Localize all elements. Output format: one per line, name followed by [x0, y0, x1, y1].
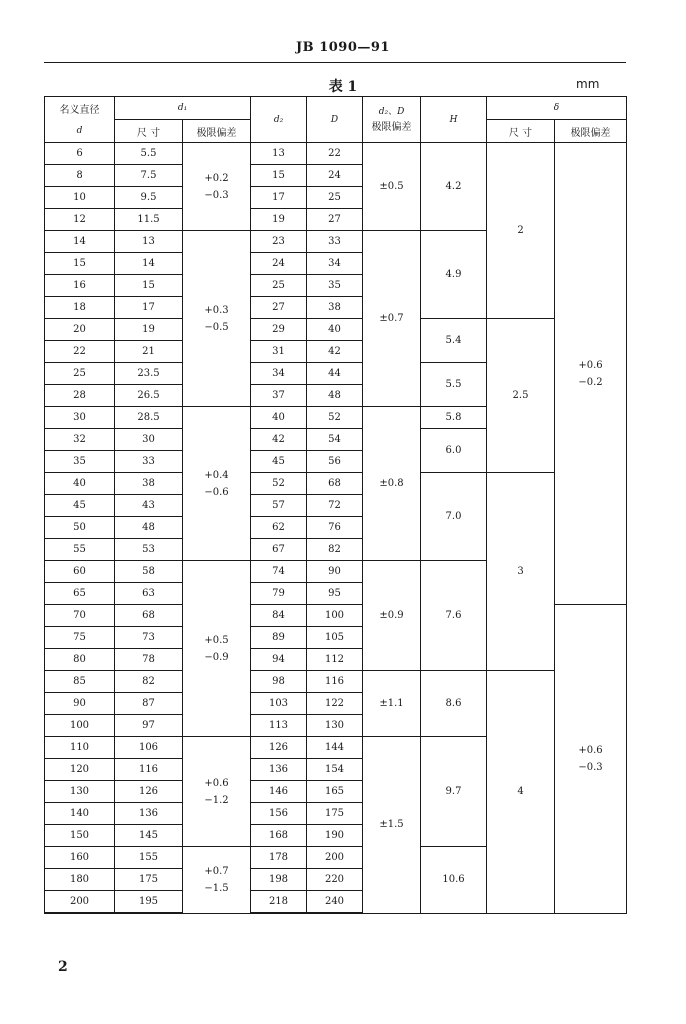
header-d1-tolerance: 极限偏差 — [183, 120, 251, 143]
H-cell: 7.0 — [421, 473, 487, 561]
cell-d2: 45 — [251, 451, 307, 473]
H-cell: 9.7 — [421, 737, 487, 847]
cell-d1: 145 — [115, 825, 183, 847]
cell-d1: 73 — [115, 627, 183, 649]
cell-d1: 23.5 — [115, 363, 183, 385]
delta-size-cell: 4 — [487, 671, 555, 914]
cell-D: 100 — [307, 605, 363, 627]
cell-D: 44 — [307, 363, 363, 385]
cell-d1: 48 — [115, 517, 183, 539]
cell-d2: 42 — [251, 429, 307, 451]
cell-d2: 98 — [251, 671, 307, 693]
cell-d2: 27 — [251, 297, 307, 319]
cell-D: 240 — [307, 891, 363, 914]
cell-d: 100 — [45, 715, 115, 737]
cell-d: 130 — [45, 781, 115, 803]
cell-d1: 7.5 — [115, 165, 183, 187]
header-d1-size: 尺 寸 — [115, 120, 183, 143]
cell-D: 54 — [307, 429, 363, 451]
cell-D: 220 — [307, 869, 363, 891]
H-cell: 6.0 — [421, 429, 487, 473]
cell-D: 95 — [307, 583, 363, 605]
cell-D: 200 — [307, 847, 363, 869]
cell-d2: 94 — [251, 649, 307, 671]
cell-d1: 11.5 — [115, 209, 183, 231]
cell-d: 80 — [45, 649, 115, 671]
d2D-tolerance-cell: ±1.5 — [363, 737, 421, 914]
cell-d1: 68 — [115, 605, 183, 627]
cell-d: 35 — [45, 451, 115, 473]
cell-D: 52 — [307, 407, 363, 429]
cell-d1: 175 — [115, 869, 183, 891]
H-cell: 5.8 — [421, 407, 487, 429]
cell-D: 76 — [307, 517, 363, 539]
cell-d: 50 — [45, 517, 115, 539]
H-cell: 7.6 — [421, 561, 487, 671]
H-cell: 5.5 — [421, 363, 487, 407]
cell-d1: 97 — [115, 715, 183, 737]
cell-d: 32 — [45, 429, 115, 451]
cell-d: 200 — [45, 891, 115, 914]
cell-d: 110 — [45, 737, 115, 759]
cell-d2: 136 — [251, 759, 307, 781]
cell-d2: 37 — [251, 385, 307, 407]
cell-d1: 15 — [115, 275, 183, 297]
cell-d: 30 — [45, 407, 115, 429]
cell-D: 24 — [307, 165, 363, 187]
dimension-table — [44, 96, 627, 914]
H-cell: 5.4 — [421, 319, 487, 363]
cell-d1: 26.5 — [115, 385, 183, 407]
cell-d1: 63 — [115, 583, 183, 605]
cell-d2: 25 — [251, 275, 307, 297]
cell-d1: 58 — [115, 561, 183, 583]
cell-D: 122 — [307, 693, 363, 715]
cell-d2: 29 — [251, 319, 307, 341]
cell-d: 150 — [45, 825, 115, 847]
cell-d: 65 — [45, 583, 115, 605]
cell-d: 15 — [45, 253, 115, 275]
standard-code: JB 1090—91 — [296, 40, 390, 55]
cell-d: 40 — [45, 473, 115, 495]
cell-d: 70 — [45, 605, 115, 627]
cell-d1: 19 — [115, 319, 183, 341]
table-row — [45, 143, 627, 165]
cell-d: 55 — [45, 539, 115, 561]
cell-D: 82 — [307, 539, 363, 561]
cell-d1: 78 — [115, 649, 183, 671]
cell-d: 45 — [45, 495, 115, 517]
cell-d2: 198 — [251, 869, 307, 891]
cell-D: 105 — [307, 627, 363, 649]
header-H: H — [421, 97, 487, 143]
H-cell: 4.9 — [421, 231, 487, 319]
d1-tolerance-cell: +0.6 −1.2 — [183, 737, 251, 847]
cell-D: 35 — [307, 275, 363, 297]
cell-d1: 9.5 — [115, 187, 183, 209]
cell-d: 8 — [45, 165, 115, 187]
cell-D: 68 — [307, 473, 363, 495]
table-row — [45, 473, 627, 495]
cell-d: 180 — [45, 869, 115, 891]
H-cell: 4.2 — [421, 143, 487, 231]
header-d2-D-tolerance: d₂、D 极限偏差 — [363, 97, 421, 143]
cell-d: 75 — [45, 627, 115, 649]
d1-tolerance-cell: +0.5 −0.9 — [183, 561, 251, 737]
d1-tolerance-cell: +0.4 −0.6 — [183, 407, 251, 561]
cell-d: 20 — [45, 319, 115, 341]
cell-D: 175 — [307, 803, 363, 825]
cell-d: 160 — [45, 847, 115, 869]
cell-d1: 14 — [115, 253, 183, 275]
delta-tolerance-cell: +0.6 −0.2 — [555, 143, 627, 605]
table-row — [45, 319, 627, 341]
cell-d2: 126 — [251, 737, 307, 759]
cell-D: 38 — [307, 297, 363, 319]
cell-d2: 24 — [251, 253, 307, 275]
cell-D: 33 — [307, 231, 363, 253]
cell-d: 25 — [45, 363, 115, 385]
d2D-tolerance-cell: ±0.5 — [363, 143, 421, 231]
cell-d2: 79 — [251, 583, 307, 605]
cell-d2: 17 — [251, 187, 307, 209]
cell-d1: 5.5 — [115, 143, 183, 165]
cell-d: 90 — [45, 693, 115, 715]
header-d-symbol: d — [45, 120, 115, 143]
H-cell: 10.6 — [421, 847, 487, 914]
cell-D: 22 — [307, 143, 363, 165]
cell-d2: 15 — [251, 165, 307, 187]
cell-d: 28 — [45, 385, 115, 407]
cell-d: 14 — [45, 231, 115, 253]
cell-d1: 43 — [115, 495, 183, 517]
d2D-tolerance-cell: ±0.9 — [363, 561, 421, 671]
delta-size-cell: 3 — [487, 473, 555, 671]
H-cell: 8.6 — [421, 671, 487, 737]
d1-tolerance-cell: +0.3 −0.5 — [183, 231, 251, 407]
header-rule — [44, 62, 626, 63]
cell-d2: 156 — [251, 803, 307, 825]
cell-D: 34 — [307, 253, 363, 275]
cell-d2: 103 — [251, 693, 307, 715]
cell-d: 6 — [45, 143, 115, 165]
cell-d2: 84 — [251, 605, 307, 627]
table-row — [45, 671, 627, 693]
cell-d2: 67 — [251, 539, 307, 561]
cell-d: 12 — [45, 209, 115, 231]
cell-d2: 23 — [251, 231, 307, 253]
cell-D: 42 — [307, 341, 363, 363]
cell-d2: 113 — [251, 715, 307, 737]
cell-d2: 31 — [251, 341, 307, 363]
header-delta-size: 尺 寸 — [487, 120, 555, 143]
cell-d2: 19 — [251, 209, 307, 231]
cell-D: 130 — [307, 715, 363, 737]
cell-d2: 178 — [251, 847, 307, 869]
cell-d2: 89 — [251, 627, 307, 649]
cell-d2: 34 — [251, 363, 307, 385]
cell-d1: 116 — [115, 759, 183, 781]
delta-size-cell: 2 — [487, 143, 555, 319]
d2D-tolerance-cell: ±0.8 — [363, 407, 421, 561]
cell-d1: 136 — [115, 803, 183, 825]
unit-label: mm — [576, 77, 600, 91]
cell-d1: 126 — [115, 781, 183, 803]
cell-d1: 28.5 — [115, 407, 183, 429]
cell-d2: 57 — [251, 495, 307, 517]
cell-d1: 30 — [115, 429, 183, 451]
d1-tolerance-cell: +0.2 −0.3 — [183, 143, 251, 231]
header-delta: δ — [487, 97, 627, 120]
cell-d1: 38 — [115, 473, 183, 495]
cell-d2: 168 — [251, 825, 307, 847]
cell-D: 90 — [307, 561, 363, 583]
cell-D: 56 — [307, 451, 363, 473]
cell-D: 48 — [307, 385, 363, 407]
cell-d2: 40 — [251, 407, 307, 429]
table-title: 表 1 — [328, 79, 358, 95]
page-number: 2 — [58, 959, 68, 975]
d2D-tolerance-cell: ±0.7 — [363, 231, 421, 407]
cell-d: 16 — [45, 275, 115, 297]
cell-d1: 13 — [115, 231, 183, 253]
cell-D: 165 — [307, 781, 363, 803]
cell-D: 112 — [307, 649, 363, 671]
header-D: D — [307, 97, 363, 143]
cell-d2: 74 — [251, 561, 307, 583]
header-nominal-diameter: 名义直径 — [45, 97, 115, 120]
header-d2: d₂ — [251, 97, 307, 143]
cell-D: 25 — [307, 187, 363, 209]
cell-d1: 53 — [115, 539, 183, 561]
cell-d1: 155 — [115, 847, 183, 869]
cell-d: 10 — [45, 187, 115, 209]
cell-d: 22 — [45, 341, 115, 363]
cell-d1: 82 — [115, 671, 183, 693]
delta-size-cell: 2.5 — [487, 319, 555, 473]
cell-d1: 195 — [115, 891, 183, 914]
cell-D: 144 — [307, 737, 363, 759]
cell-d2: 62 — [251, 517, 307, 539]
cell-d2: 218 — [251, 891, 307, 914]
cell-d1: 33 — [115, 451, 183, 473]
cell-D: 190 — [307, 825, 363, 847]
header-delta-tolerance: 极限偏差 — [555, 120, 627, 143]
cell-D: 40 — [307, 319, 363, 341]
cell-d2: 13 — [251, 143, 307, 165]
cell-d: 60 — [45, 561, 115, 583]
cell-d2: 52 — [251, 473, 307, 495]
delta-tolerance-cell: +0.6 −0.3 — [555, 605, 627, 914]
d1-tolerance-cell: +0.7 −1.5 — [183, 847, 251, 914]
cell-d: 140 — [45, 803, 115, 825]
cell-d: 85 — [45, 671, 115, 693]
cell-d: 18 — [45, 297, 115, 319]
cell-d2: 146 — [251, 781, 307, 803]
cell-D: 27 — [307, 209, 363, 231]
d2D-tolerance-cell: ±1.1 — [363, 671, 421, 737]
header-d1: d₁ — [115, 97, 251, 120]
cell-d1: 21 — [115, 341, 183, 363]
cell-d1: 106 — [115, 737, 183, 759]
cell-D: 116 — [307, 671, 363, 693]
cell-d1: 17 — [115, 297, 183, 319]
cell-d: 120 — [45, 759, 115, 781]
cell-D: 72 — [307, 495, 363, 517]
cell-D: 154 — [307, 759, 363, 781]
cell-d1: 87 — [115, 693, 183, 715]
